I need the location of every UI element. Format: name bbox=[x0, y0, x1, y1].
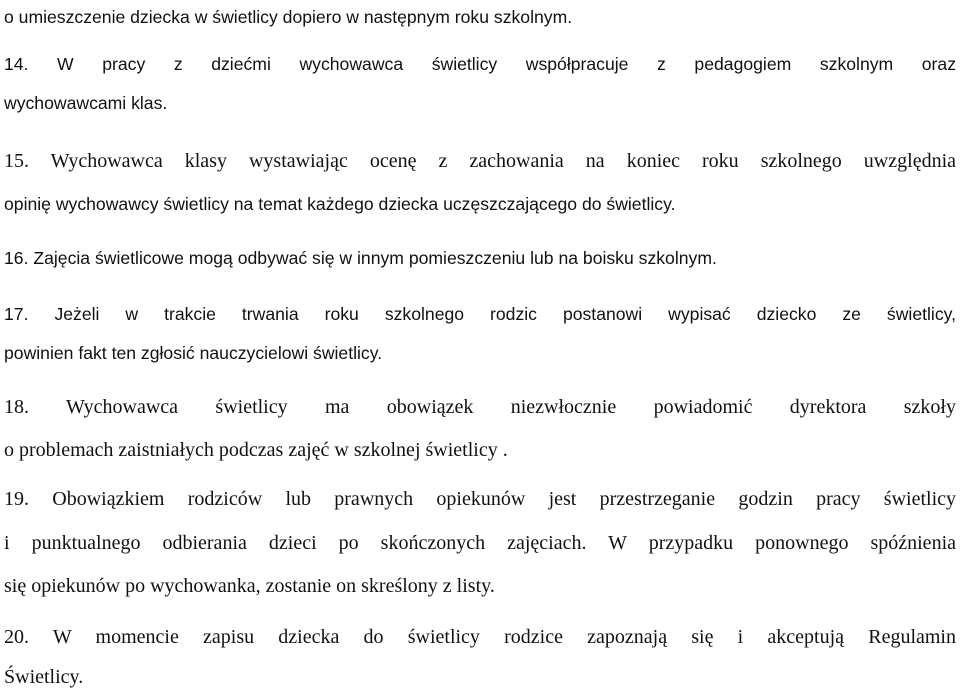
text-line-5: opinię wychowawcy świetlicy na temat każdego dziecka uczęszczającego do świetlicy. bbox=[4, 194, 676, 214]
text-line-15: Świetlicy. bbox=[4, 666, 84, 688]
text-line-2: 14. W pracy z dziećmi wychowawca świetlicy współpracuje z pedagogiem szkolnym oraz bbox=[4, 54, 956, 74]
text-line-3: wychowawcami klas. bbox=[4, 93, 168, 113]
text-line-12: i punktualnego odbierania dzieci po skończonych zajęciach. W przypadku ponownego spóźnienia bbox=[4, 532, 956, 554]
text-line-14: 20. W momencie zapisu dziecka do świetlicy rodzice zapoznają się i akceptują Regulamin bbox=[4, 626, 956, 648]
text-line-7: 17. Jeżeli w trakcie trwania roku szkolnego rodzic postanowi wypisać dziecko ze świetlicy, bbox=[4, 304, 956, 324]
text-line-11: 19. Obowiązkiem rodziców lub prawnych opiekunów jest przestrzeganie godzin pracy świetlicy bbox=[4, 488, 956, 510]
text-line-9: 18. Wychowawca świetlicy ma obowiązek niezwłocznie powiadomić dyrektora szkoły bbox=[4, 396, 956, 418]
text-line-6: 16. Zajęcia świetlicowe mogą odbywać się w innym pomieszczeniu lub na boisku szkolnym. bbox=[4, 248, 717, 268]
text-line-8: powinien fakt ten zgłosić nauczycielowi świetlicy. bbox=[4, 343, 383, 363]
text-line-1: o umieszczenie dziecka w świetlicy dopiero w następnym roku szkolnym. bbox=[4, 7, 573, 27]
text-line-4: 15. Wychowawca klasy wystawiając ocenę z zachowania na koniec roku szkolnego uwzględnia bbox=[4, 150, 956, 172]
text-line-13: się opiekunów po wychowanka, zostanie on skreślony z listy. bbox=[4, 575, 495, 597]
text-line-10: o problemach zaistniałych podczas zajęć w szkolnej świetlicy . bbox=[4, 439, 508, 461]
